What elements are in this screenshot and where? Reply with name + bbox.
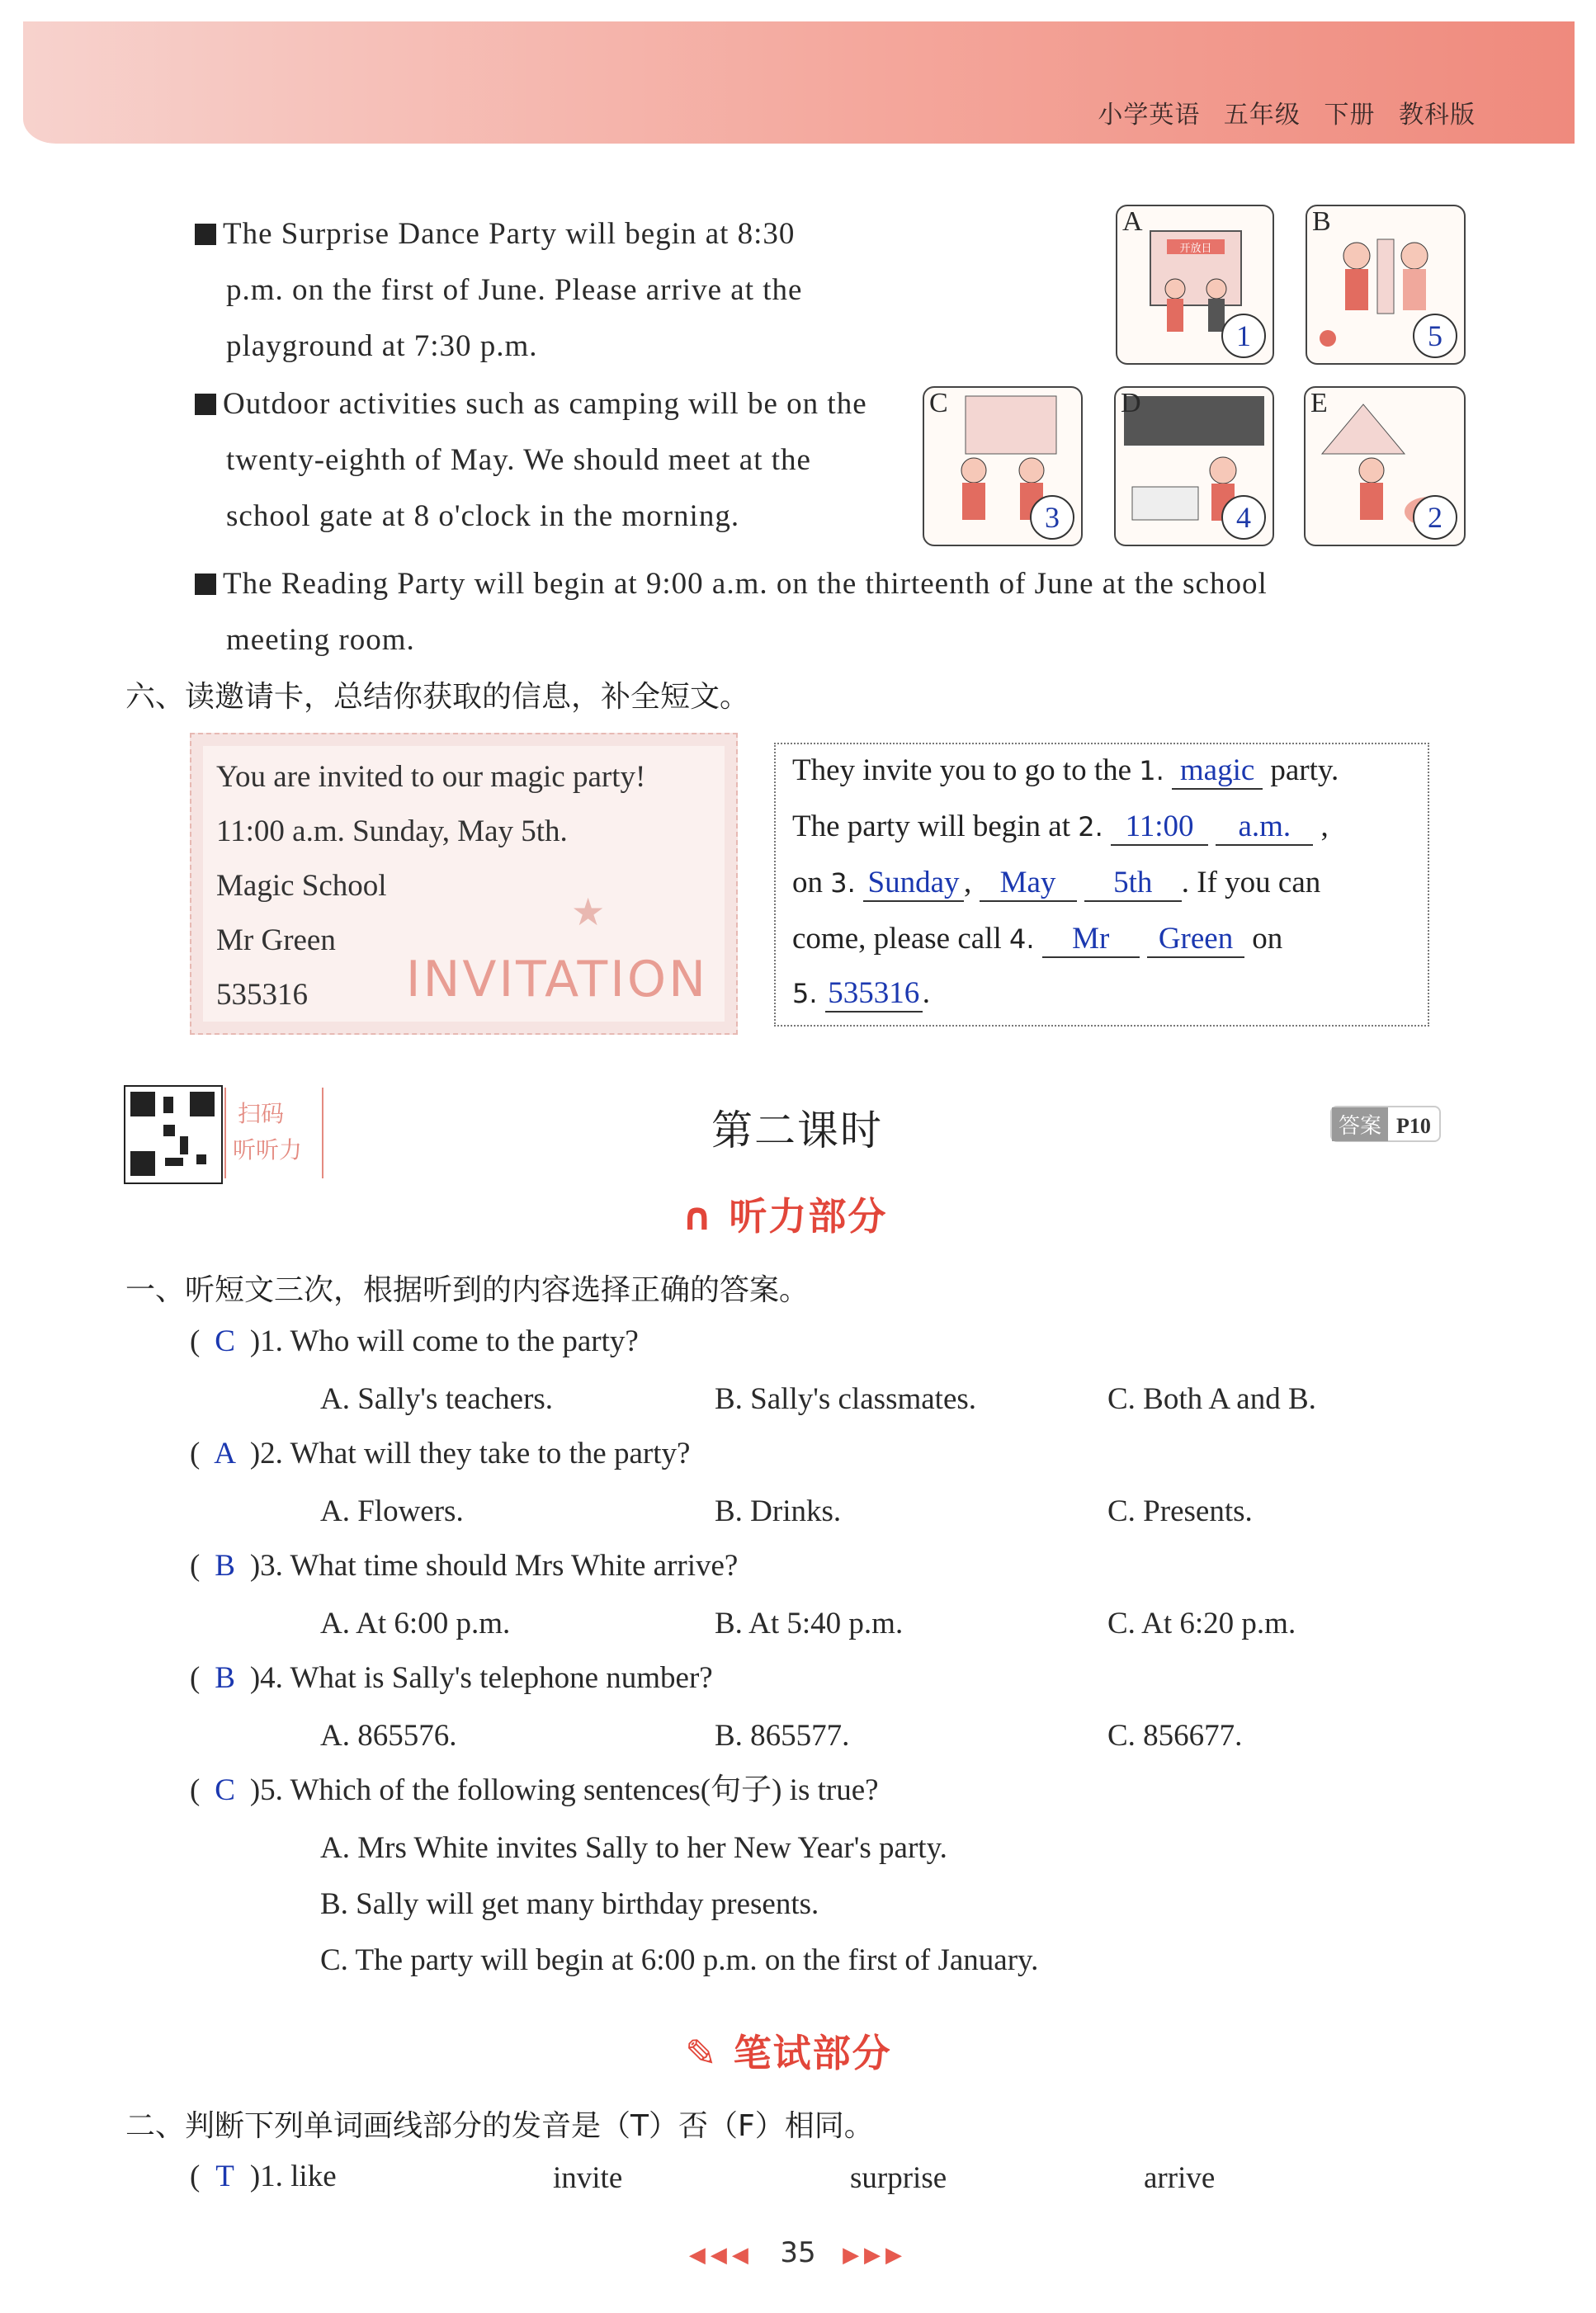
passage-line: playground at 7:30 p.m. xyxy=(226,329,538,363)
summary-text: They invite you to go to the xyxy=(792,753,1132,787)
summary-text: come, please call xyxy=(792,922,1002,956)
passage-2 xyxy=(195,376,867,545)
answer-blank-1[interactable]: magic xyxy=(1172,753,1263,790)
star-icon: ★ xyxy=(571,891,606,933)
summary-text: . xyxy=(922,976,931,1010)
question-text: )5. Which of the following sentences(句子) is true? xyxy=(249,1773,879,1807)
answer-blank-3a[interactable]: Sunday xyxy=(863,865,964,902)
passage-line: The Surprise Dance Party will begin at 8:30 xyxy=(223,217,796,251)
picture-b xyxy=(1306,205,1466,365)
option: B. Sally will get many birthday presents. xyxy=(320,1887,819,1921)
blank-number: 4. xyxy=(1008,923,1035,955)
pencil-icon: ✎ xyxy=(685,2031,719,2075)
answer-blank-4a[interactable]: Mr xyxy=(1042,921,1140,958)
picture-e xyxy=(1304,386,1466,546)
invitation-line: 11:00 a.m. Sunday, May 5th. xyxy=(216,814,568,848)
invitation-line: You are invited to our magic party! xyxy=(216,760,646,794)
blank-number: 5. xyxy=(792,978,818,1009)
invitation-line: Mr Green xyxy=(216,923,336,957)
picture-letter: E xyxy=(1310,388,1328,418)
option: A. At 6:00 p.m. xyxy=(320,1607,511,1640)
scan-text: 扫码 xyxy=(238,1100,285,1127)
word-option: arrive xyxy=(1144,2161,1216,2195)
invitation-card xyxy=(190,733,738,1035)
picture-number: 3 xyxy=(1030,495,1074,540)
question-text: )4. What is Sally's telephone number? xyxy=(249,1661,713,1695)
option: A. Flowers. xyxy=(320,1494,464,1528)
question-text: )3. What time should Mrs White arrive? xyxy=(249,1549,739,1583)
passage-line: twenty-eighth of May. We should meet at the xyxy=(226,443,811,477)
answer-page-ref: P10 xyxy=(1396,1114,1431,1138)
scan-text: 听听力 xyxy=(233,1136,303,1164)
blank-number: 2. xyxy=(1078,811,1103,843)
option: B. Drinks. xyxy=(715,1494,842,1528)
question-2: ( A )2. What will they take to the party? xyxy=(190,1437,691,1470)
bullet-square-icon xyxy=(195,394,216,415)
picture-c xyxy=(923,386,1083,546)
summary-fill-box: They invite you to go to the 1. magic party. The party will begin at 2. 11:00 a.m. , on 3. Sunday , May 5th . If you can come, please call 4. Mr Green on 5. 535316. xyxy=(774,743,1429,1027)
option: C. Both A and B. xyxy=(1107,1382,1316,1416)
question-1: ( C )1. Who will come to the party? xyxy=(190,1324,639,1358)
question-5: ( C )5. Which of the following sentences(句子) is true? xyxy=(190,1773,879,1807)
answer-blank-3c[interactable]: 5th xyxy=(1084,865,1182,902)
picture-letter: D xyxy=(1121,388,1141,418)
option: C. 856677. xyxy=(1107,1719,1243,1753)
passage-line: p.m. on the first of June. Please arrive at the xyxy=(226,273,803,307)
summary-text: . If you can xyxy=(1181,866,1321,899)
answer-blank-2b[interactable]: a.m. xyxy=(1216,809,1313,846)
headphones-icon: ∩ xyxy=(682,1194,715,1239)
picture-d xyxy=(1114,386,1274,546)
option: C. The party will begin at 6:00 p.m. on the first of January. xyxy=(320,1943,1039,1977)
section-1-title: 一、听短文三次，根据听到的内容选择正确的答案。 xyxy=(125,1273,810,1307)
option: A. Sally's teachers. xyxy=(320,1382,554,1416)
answer-mark: T xyxy=(215,2160,234,2193)
writing-banner-text: 笔试部分 xyxy=(733,2031,892,2075)
summary-text: party. xyxy=(1270,753,1339,787)
invitation-line: Magic School xyxy=(216,869,387,903)
blank-number: 1. xyxy=(1139,755,1164,786)
answer-mark: C xyxy=(215,1773,235,1807)
question-text: )1. like xyxy=(249,2160,337,2193)
prev-arrows-icon: ◀◀◀ xyxy=(688,2243,753,2268)
book-info: 小学英语 五年级 下册 教科版 xyxy=(1098,101,1476,130)
answer-mark: A xyxy=(214,1437,236,1470)
picture-number: 4 xyxy=(1221,495,1266,540)
page-number: 35 xyxy=(780,2236,816,2269)
listening-banner xyxy=(682,1187,887,1241)
question-3: ( B )3. What time should Mrs White arrive? xyxy=(190,1549,739,1583)
passage-line: Outdoor activities such as camping will be on the xyxy=(223,387,867,421)
invitation-line: 535316 xyxy=(216,978,308,1012)
bullet-square-icon xyxy=(195,224,216,245)
passage-1 xyxy=(195,206,802,375)
summary-text: on xyxy=(792,866,823,899)
word-option: invite xyxy=(553,2161,623,2195)
passage-3 xyxy=(195,556,1482,668)
answer-blank-5[interactable]: 535316 xyxy=(825,975,923,1013)
question-text: )2. What will they take to the party? xyxy=(249,1437,691,1470)
question-4: ( B )4. What is Sally's telephone number? xyxy=(190,1661,713,1695)
answer-blank-2a[interactable]: 11:00 xyxy=(1111,809,1208,846)
option: A. 865576. xyxy=(320,1719,457,1753)
lesson-title: 第二课时 xyxy=(711,1107,883,1154)
answer-mark: B xyxy=(215,1661,235,1695)
writing-banner xyxy=(685,2023,892,2078)
question-text: )1. Who will come to the party? xyxy=(249,1324,639,1358)
page-footer xyxy=(0,2236,1596,2269)
option: C. At 6:20 p.m. xyxy=(1107,1607,1296,1640)
qr-code[interactable] xyxy=(124,1085,223,1184)
summary-text: The party will begin at xyxy=(792,810,1071,843)
answer-mark: B xyxy=(215,1549,235,1583)
passage-line: meeting room. xyxy=(226,623,415,657)
summary-text: , xyxy=(1320,810,1329,843)
bullet-square-icon xyxy=(195,574,216,595)
scan-listen-label xyxy=(224,1088,323,1178)
picture-letter: A xyxy=(1122,206,1143,237)
invitation-stamp: INVITATION xyxy=(405,951,708,1008)
blank-number: 3. xyxy=(830,867,856,899)
picture-number: 2 xyxy=(1413,495,1457,540)
picture-number: 1 xyxy=(1221,314,1266,358)
option: B. At 5:40 p.m. xyxy=(715,1607,904,1640)
answer-blank-3b[interactable]: May xyxy=(980,865,1077,902)
passage-line: The Reading Party will begin at 9:00 a.m. on the thirteenth of June at the school xyxy=(223,567,1268,601)
option: A. Mrs White invites Sally to her New Year's party. xyxy=(320,1831,947,1865)
picture-letter: B xyxy=(1312,206,1331,237)
picture-number: 5 xyxy=(1413,314,1457,358)
next-arrows-icon: ▶▶▶ xyxy=(843,2243,908,2268)
picture-letter: C xyxy=(929,388,948,418)
sign-text: 开放日 xyxy=(1179,243,1212,255)
word-option: surprise xyxy=(850,2161,947,2195)
option: C. Presents. xyxy=(1107,1494,1253,1528)
answer-mark: C xyxy=(215,1324,235,1358)
passage-line: school gate at 8 o'clock in the morning. xyxy=(226,499,740,533)
answer-blank-4b[interactable]: Green xyxy=(1147,921,1244,958)
section-6-title: 六、读邀请卡，总结你获取的信息，补全短文。 xyxy=(125,680,750,714)
page-header-band xyxy=(23,21,1575,144)
summary-text: on xyxy=(1252,922,1283,956)
answer-page-badge[interactable] xyxy=(1330,1106,1441,1142)
option: B. 865577. xyxy=(715,1719,850,1753)
section-2-title: 二、判断下列单词画线部分的发音是（T）否（F）相同。 xyxy=(125,2109,874,2143)
picture-a xyxy=(1116,205,1274,365)
section-2-question-1: ( T )1. like xyxy=(190,2160,337,2193)
option: B. Sally's classmates. xyxy=(715,1382,977,1416)
listening-banner-text: 听力部分 xyxy=(729,1194,888,1239)
answer-tag: 答案 xyxy=(1332,1107,1388,1141)
